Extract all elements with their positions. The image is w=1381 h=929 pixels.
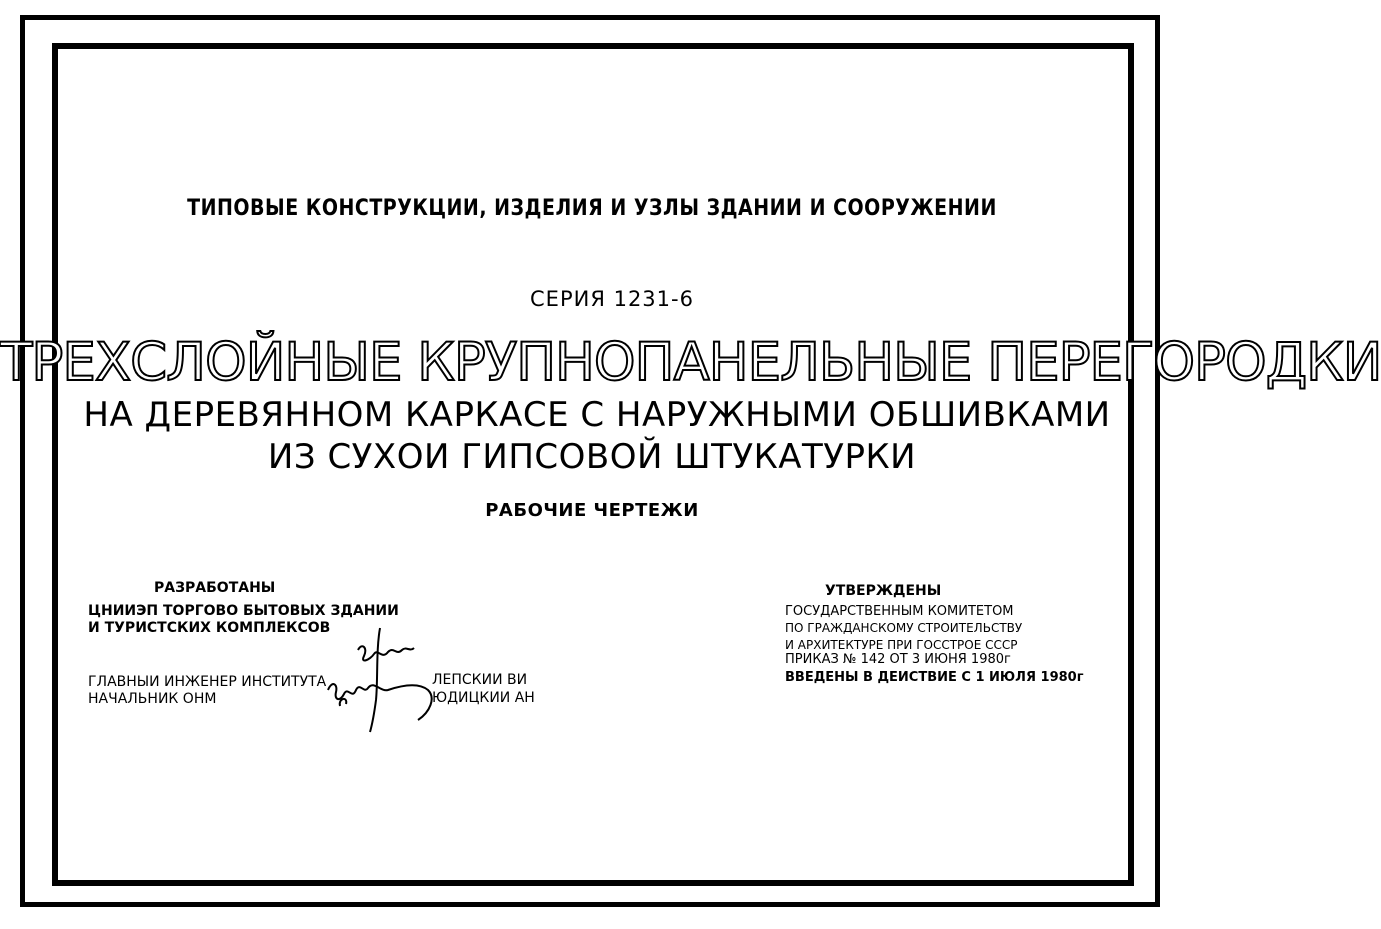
- series-number: СЕРИЯ 1231-6: [530, 287, 694, 311]
- chief-engineer-role: ГЛАВНЫИ ИНЖЕНЕР ИНСТИТУТА: [88, 674, 327, 690]
- approved-label: УТВЕРЖДЕНЫ: [825, 583, 942, 599]
- developer-org-line-2: И ТУРИСТСКИХ КОМПЛЕКСОВ: [88, 620, 331, 636]
- approved-effective-line: ВВЕДЕНЫ В ДЕИСТВИЕ С 1 ИЮЛЯ 1980г: [785, 670, 1084, 685]
- main-title: ТРЕХСЛОЙНЫЕ КРУПНОПАНЕЛЬНЫЕ ПЕРЕГОРОДКИ: [0, 332, 1381, 393]
- chief-engineer-name: ЛЕПСКИИ ВИ: [432, 672, 528, 688]
- department-head-name: ЮДИЦКИИ АН: [432, 690, 535, 706]
- approved-order-line: ПРИКАЗ № 142 ОТ 3 ИЮНЯ 1980г: [785, 652, 1011, 667]
- developer-org-line-1: ЦНИИЭП ТОРГОВО БЫТОВЫХ ЗДАНИИ: [88, 603, 399, 619]
- department-head-role: НАЧАЛЬНИК ОНМ: [88, 691, 217, 707]
- handwritten-signature: [318, 620, 458, 740]
- developed-label: РАЗРАБОТАНЫ: [154, 580, 276, 596]
- series-title: ТИПОВЫЕ КОНСТРУКЦИИ, ИЗДЕЛИЯ И УЗЛЫ ЗДАНИИ И СООРУЖЕНИИ: [187, 195, 997, 221]
- approved-line-1: ГОСУДАРСТВЕННЫМ КОМИТЕТОМ: [785, 604, 1014, 619]
- approved-line-3: И АРХИТЕКТУРЕ ПРИ ГОССТРОЕ СССР: [785, 638, 1018, 652]
- document-kind: РАБОЧИЕ ЧЕРТЕЖИ: [485, 500, 699, 521]
- subtitle-line-1: НА ДЕРЕВЯННОМ КАРКАСЕ С НАРУЖНЫМИ ОБШИВКАМИ: [83, 395, 1111, 435]
- subtitle-line-2: ИЗ СУХОИ ГИПСОВОЙ ШТУКАТУРКИ: [267, 437, 917, 477]
- approved-line-2: ПО ГРАЖДАНСКОМУ СТРОИТЕЛЬСТВУ: [785, 621, 1023, 635]
